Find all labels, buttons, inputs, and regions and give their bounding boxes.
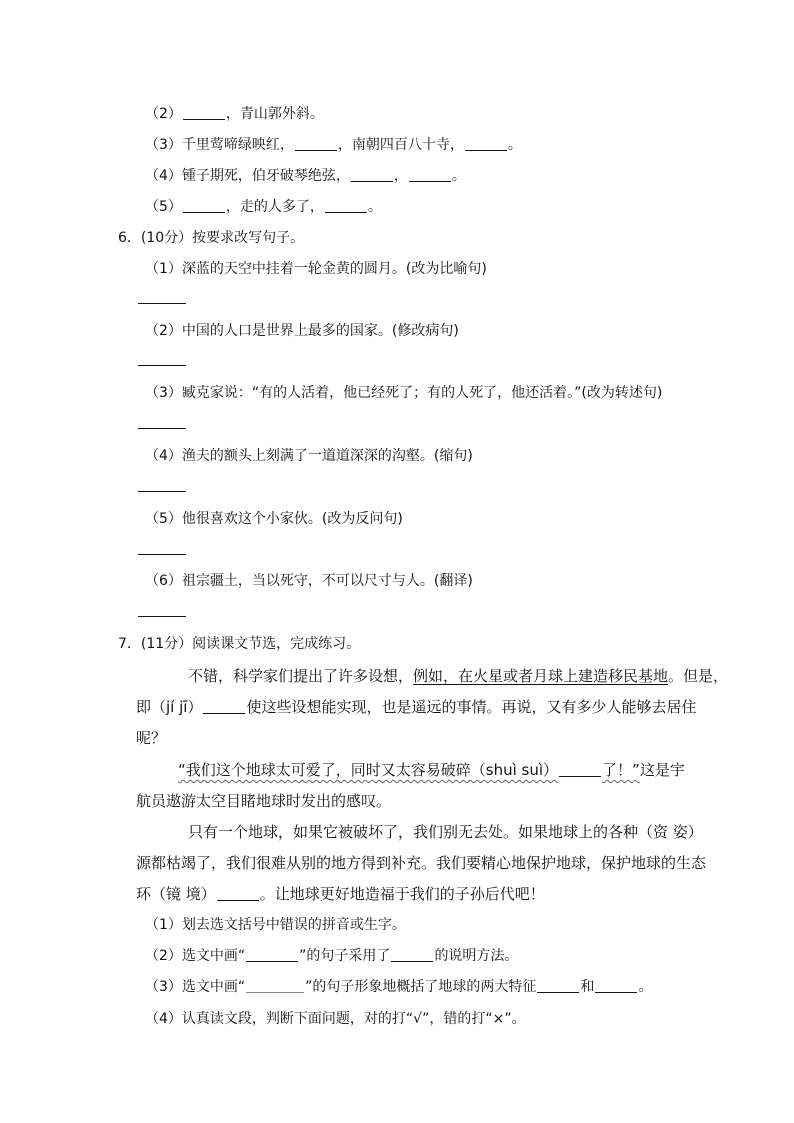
fill-blank[interactable] <box>559 762 601 777</box>
fill-blank[interactable] <box>246 978 304 993</box>
q7-sub-2: （2）选文中画“ ”的句子采用了 的说明方法。 <box>145 948 519 964</box>
q7-sub-1: （1）划去选文括号中错误的拼音或生字。 <box>145 917 406 933</box>
answer-line[interactable] <box>138 428 186 429</box>
fill-blank[interactable] <box>246 947 298 962</box>
fill-blank[interactable] <box>595 978 637 993</box>
wavy-underlined-sentence: “我们这个地球太可爱了，同时又太容易破碎（shuì suì） <box>178 761 559 779</box>
passage-line: 呢？ <box>136 729 167 747</box>
passage-line: 即（jí jī） 使这些设想能实现，也是遥远的事情。再说，又有多少人能够去居住 <box>136 698 697 716</box>
fill-blank[interactable] <box>409 167 451 182</box>
question-6-title: 6．(10分）按要求改写句子。 <box>118 230 305 246</box>
q6-item-5: （5）他很喜欢这个小家伙。(改为反问句) <box>145 511 403 527</box>
passage-line: 航员遨游太空目睹地球时发出的感叹。 <box>136 792 392 810</box>
q6-item-3: （3）臧克家说：“有的人活着，他已经死了；有的人死了，他还活着。”(改为转述句) <box>145 385 663 401</box>
q7-sub-4: （4）认真读文段，判断下面问题，对的打“√”，错的打“×”。 <box>145 1011 526 1027</box>
poem-line-3: （3）千里莺啼绿映红， ，南朝四百八十寺， 。 <box>145 137 522 153</box>
answer-line[interactable] <box>138 616 186 617</box>
fill-blank[interactable] <box>203 699 245 714</box>
answer-line[interactable] <box>138 303 186 304</box>
fill-blank[interactable] <box>465 136 507 151</box>
poem-line-5: （5） ，走的人多了， 。 <box>145 199 382 215</box>
fill-blank[interactable] <box>351 167 393 182</box>
answer-line[interactable] <box>138 554 186 555</box>
fill-blank[interactable] <box>295 136 337 151</box>
q6-item-1: （1）深蓝的天空中挂着一轮金黄的圆月。(改为比喻句) <box>145 261 487 277</box>
answer-line[interactable] <box>138 365 186 366</box>
passage-line: 环（镜 境） 。让地球更好地造福于我们的子孙后代吧！ <box>136 885 545 903</box>
answer-line[interactable] <box>138 491 186 492</box>
underlined-sentence: 例如，在火星或者月球上建造移民基地 <box>413 667 669 685</box>
q6-item-4: （4）渔夫的额头上刻满了一道道深深的沟壑。(缩句) <box>145 448 473 464</box>
fill-blank[interactable] <box>391 947 433 962</box>
passage-line: 只有一个地球，如果它被破坏了，我们别无去处。如果地球上的各种（资 姿） <box>188 823 703 841</box>
q7-sub-3: （3）选文中画“ ”的句子形象地概括了地球的两大特征 和 。 <box>145 979 653 995</box>
poem-line-4: （4）锺子期死，伯牙破琴绝弦， ， 。 <box>145 168 466 184</box>
question-7-title: 7．(11分）阅读课文节选，完成练习。 <box>118 636 361 652</box>
fill-blank[interactable] <box>325 198 367 213</box>
q6-item-6: （6）祖宗疆土，当以死守，不可以尺寸与人。(翻译) <box>145 573 473 589</box>
fill-blank[interactable] <box>183 198 225 213</box>
passage-line: “我们这个地球太可爱了，同时又太容易破碎（shuì suì） 了！”这是宇 <box>178 761 685 779</box>
poem-line-2: （2） ，青山郭外斜。 <box>145 106 324 122</box>
fill-blank[interactable] <box>183 105 225 120</box>
fill-blank[interactable] <box>217 886 259 901</box>
fill-blank[interactable] <box>537 978 579 993</box>
passage-line: 源都枯竭了，我们很难从别的地方得到补充。我们要精心地保护地球，保护地球的生态 <box>136 854 707 872</box>
passage-line: 不错，科学家们提出了许多设想，例如，在火星或者月球上建造移民基地。但是， <box>188 667 729 685</box>
q6-item-2: （2）中国的人口是世界上最多的国家。(修改病句) <box>145 323 459 339</box>
